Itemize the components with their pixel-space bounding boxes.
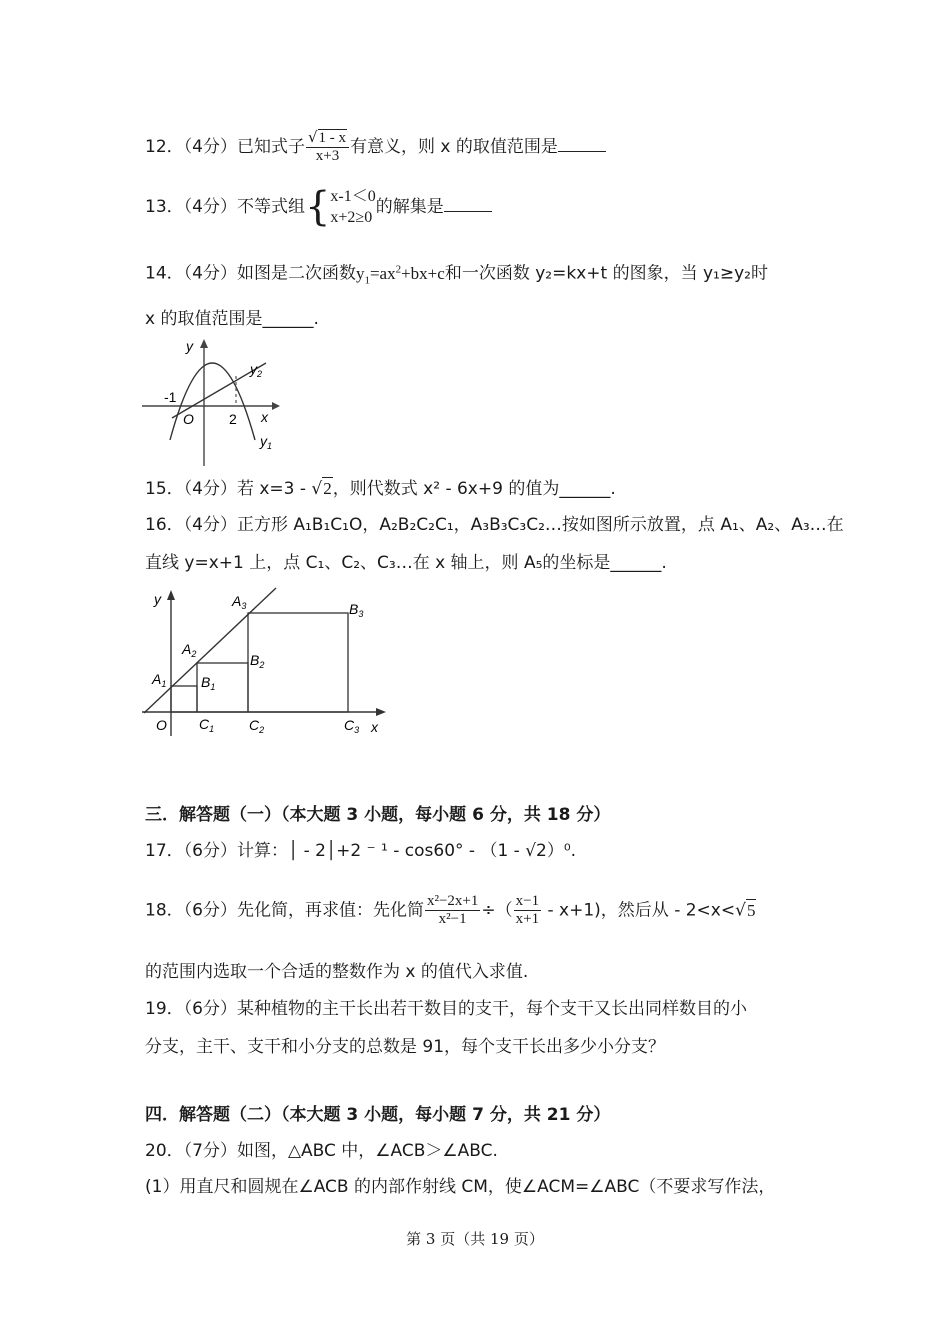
q14-y2-label: $y_2$ [250, 361, 263, 379]
q16-y-label: y [154, 591, 161, 607]
question-20-line1: 20．（7分）如图，△ABC 中，∠ACB＞∠ABC. [145, 1141, 498, 1161]
q16-line-y-eq-x-plus-1 [144, 588, 276, 713]
q12-fraction: $\frac{√1 - x}{x+3}$ [306, 129, 349, 165]
q18-denominator-2: x+1 [515, 911, 540, 927]
q18-numerator-2: x−1 [515, 893, 540, 909]
q18-radicand: 5 [746, 900, 756, 920]
q13-brace-icon: { [304, 184, 331, 230]
section-3-heading: 三．解答题（一）（本大题 3 小题，每小题 6 分，共 18 分） [145, 805, 611, 825]
q14-graph-figure [140, 336, 280, 470]
q12-prefix: 12．（4分）已知式子 [145, 137, 305, 157]
q18-divide: ÷（ [481, 900, 513, 921]
q14-mid: 和一次函数 y₂=kx+t 的图象，当 y₁≥y₂时 [444, 263, 768, 284]
q14-x-arrow-icon [272, 402, 280, 410]
q14-func-sup: 2 [395, 263, 402, 275]
q15-prefix: 15．（4分）若 x=3 - [145, 479, 307, 499]
q13-system [330, 186, 375, 228]
q14-neg1-label: -1 [164, 389, 177, 405]
q16-a3-label: $A_3$ [232, 593, 247, 611]
question-19-line1: 19．（6分）某种植物的主干长出若干数目的支干，每个支干又长出同样数目的小 [145, 999, 747, 1019]
question-12 [145, 129, 606, 165]
q16-square-1 [171, 686, 197, 712]
q12-denominator: x+3 [315, 148, 340, 164]
q16-c1-label: $C_1$ [199, 716, 215, 734]
q14-function [355, 263, 445, 287]
q13-inequality-1: x-1＜0 [330, 188, 376, 205]
section-4-heading: 四．解答题（二）（本大题 3 小题，每小题 7 分，共 21 分） [145, 1105, 611, 1125]
q18-rest: - x+1)，然后从 - 2<x< [542, 900, 736, 921]
q18-radical-icon: √ [735, 900, 746, 921]
q14-func-y: y [355, 263, 365, 283]
question-14-line2: x 的取值范围是______. [145, 309, 319, 329]
question-16-line2: 直线 y=x+1 上，点 C₁、C₂、C₃…在 x 轴上，则 A₅的坐标是______. [145, 553, 667, 573]
q14-y1-label: $y_1$ [260, 433, 273, 451]
question-17: 17．（6分）计算：│ - 2│+2 ⁻ ¹ - cos60° - （1 - √2）⁰. [145, 841, 577, 861]
q13-suffix: 的解集是 [375, 197, 444, 217]
q14-x-label: x [261, 409, 268, 425]
q15-suffix: ，则代数式 x² - 6x+9 的值为______. [332, 479, 616, 499]
q14-origin-label: O [183, 411, 194, 427]
q14-prefix: 14．（4分）如图是二次函数 [145, 263, 356, 284]
q16-x-arrow-icon [376, 708, 386, 716]
q13-answer-blank [444, 194, 492, 212]
q12-numerator: 1 - x [318, 130, 347, 146]
question-18 [145, 893, 756, 928]
question-14-line1 [145, 258, 768, 291]
q14-parabola [170, 363, 255, 440]
q15-radicand: 2 [323, 479, 332, 498]
q18-prefix: 18．（6分）先化简，再求值：先化简 [145, 900, 424, 921]
q14-y-label: y [186, 338, 193, 354]
q18-fraction-2 [514, 893, 541, 928]
question-20-line2: (1）用直尺和圆规在∠ACB 的内部作射线 CM，使∠ACM=∠ABC（不要求写作法， [145, 1177, 776, 1197]
question-18-line2: 的范围内选取一个合适的整数作为 x 的值代入求值. [145, 962, 529, 982]
q16-y-arrow-icon [167, 590, 175, 600]
question-16-line1: 16．（4分）正方形 A₁B₁C₁O，A₂B₂C₂C₁，A₃B₃C₃C₂…按如图所示放置，点 A₁、A₂、A₃…在 [145, 515, 844, 535]
q12-suffix: 有意义，则 x 的取值范围是 [350, 137, 558, 157]
q18-numerator-1: x²−2x+1 [426, 893, 479, 909]
q18-denominator-1: x²−1 [438, 911, 467, 927]
q12-answer-blank [558, 134, 606, 152]
page-footer: 第 3 页（共 19 页） [406, 1230, 544, 1248]
q16-b2-label: $B_2$ [250, 652, 265, 670]
q16-origin-label: O [156, 717, 167, 733]
q14-func-rest: =ax [369, 263, 396, 283]
q16-x-label: x [371, 719, 378, 735]
question-15 [145, 477, 616, 500]
q16-a1-label: $A_1$ [152, 671, 167, 689]
q16-c2-label: $C_2$ [249, 717, 265, 735]
q14-func-sub: 1 [364, 274, 370, 287]
q14-func-end: +bx+c [401, 263, 445, 283]
q13-inequality-2: x+2≥0 [330, 209, 373, 226]
q16-squares-figure [140, 586, 390, 742]
question-13 [145, 186, 492, 228]
q16-b1-label: $B_1$ [201, 674, 216, 692]
question-19-line2: 分支，主干、支干和小分支的总数是 91，每个支干长出多少小分支？ [145, 1037, 666, 1057]
q14-y-arrow-icon [200, 339, 208, 348]
q18-fraction-1 [425, 893, 480, 928]
q13-prefix: 13．（4分）不等式组 [145, 197, 305, 217]
q14-two-label: 2 [229, 411, 237, 427]
q16-c3-label: $C_3$ [344, 717, 360, 735]
q16-b3-label: $B_3$ [349, 601, 364, 619]
q15-radical-icon: √ [311, 479, 323, 499]
q16-a2-label: $A_2$ [182, 641, 197, 659]
